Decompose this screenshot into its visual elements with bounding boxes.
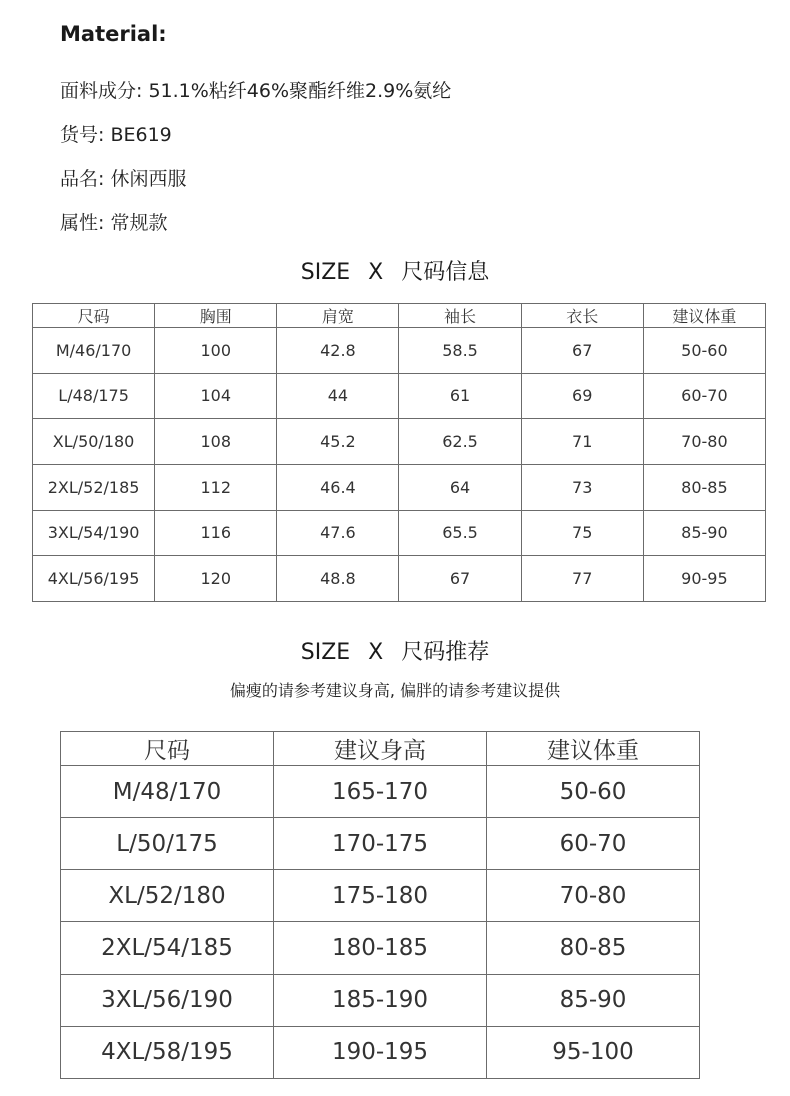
size-recommend-title-right: 尺码推荐 xyxy=(401,640,490,665)
size-recommend-title-x: X xyxy=(368,640,384,665)
table-cell: L/48/175 xyxy=(33,373,155,419)
table-row xyxy=(33,328,766,374)
size-info-header-size: 尺码 xyxy=(33,304,155,328)
size-recommend-title xyxy=(0,635,790,666)
size-info-title-x: X xyxy=(368,260,384,285)
table-cell: 77 xyxy=(521,556,643,602)
size-info-header-row xyxy=(33,304,766,328)
table-cell: 104 xyxy=(155,373,277,419)
size-info-header-length: 衣长 xyxy=(521,304,643,328)
size-info-title-left: SIZE xyxy=(300,260,351,285)
table-cell: 90-95 xyxy=(643,556,765,602)
table-cell: 85-90 xyxy=(643,510,765,556)
size-info-title-right: 尺码信息 xyxy=(401,260,490,285)
table-cell: 85-90 xyxy=(487,974,700,1026)
table-cell: 70-80 xyxy=(643,419,765,465)
size-info-header-sleeve: 袖长 xyxy=(399,304,521,328)
table-cell: 3XL/56/190 xyxy=(61,974,274,1026)
table-cell: 42.8 xyxy=(277,328,399,374)
table-cell: 175-180 xyxy=(274,870,487,922)
table-cell: M/46/170 xyxy=(33,328,155,374)
size-info-header-shoulder: 肩宽 xyxy=(277,304,399,328)
table-cell: 2XL/52/185 xyxy=(33,464,155,510)
table-cell: XL/52/180 xyxy=(61,870,274,922)
size-recommend-header-row xyxy=(61,732,700,766)
table-cell: 190-195 xyxy=(274,1026,487,1078)
table-cell: 65.5 xyxy=(399,510,521,556)
table-row xyxy=(61,974,700,1026)
product-name: 品名: 休闲西服 xyxy=(60,168,187,190)
size-recommend-table xyxy=(60,731,700,1079)
table-cell: 61 xyxy=(399,373,521,419)
table-cell: 50-60 xyxy=(643,328,765,374)
table-row xyxy=(61,870,700,922)
table-cell: 80-85 xyxy=(487,922,700,974)
table-cell: 4XL/56/195 xyxy=(33,556,155,602)
table-row xyxy=(61,818,700,870)
table-cell: 165-170 xyxy=(274,766,487,818)
table-cell: 108 xyxy=(155,419,277,465)
product-attribute: 属性: 常规款 xyxy=(60,212,168,234)
table-cell: 95-100 xyxy=(487,1026,700,1078)
table-cell: 64 xyxy=(399,464,521,510)
size-recommend-header-height: 建议身高 xyxy=(274,732,487,766)
table-cell: 58.5 xyxy=(399,328,521,374)
fabric-composition: 面料成分: 51.1%粘纤46%聚酯纤维2.9%氨纶 xyxy=(60,80,452,102)
size-info-header-chest: 胸围 xyxy=(155,304,277,328)
table-cell: L/50/175 xyxy=(61,818,274,870)
table-cell: 67 xyxy=(399,556,521,602)
table-cell: 2XL/54/185 xyxy=(61,922,274,974)
size-recommend-note: 偏瘦的请参考建议身高, 偏胖的请参考建议提供 xyxy=(229,681,561,700)
table-cell: 3XL/54/190 xyxy=(33,510,155,556)
table-row xyxy=(61,922,700,974)
table-row xyxy=(33,419,766,465)
size-info-table xyxy=(32,303,766,602)
table-cell: 185-190 xyxy=(274,974,487,1026)
table-row xyxy=(33,510,766,556)
table-cell: 75 xyxy=(521,510,643,556)
size-recommend-header-weight: 建议体重 xyxy=(487,732,700,766)
table-cell: 67 xyxy=(521,328,643,374)
table-cell: 120 xyxy=(155,556,277,602)
table-row xyxy=(33,556,766,602)
table-cell: XL/50/180 xyxy=(33,419,155,465)
table-cell: 69 xyxy=(521,373,643,419)
material-heading: Material: xyxy=(60,22,167,46)
table-cell: 44 xyxy=(277,373,399,419)
table-cell: 70-80 xyxy=(487,870,700,922)
size-recommend-title-left: SIZE xyxy=(300,640,351,665)
table-cell: 73 xyxy=(521,464,643,510)
table-row xyxy=(33,464,766,510)
table-cell: 47.6 xyxy=(277,510,399,556)
table-cell: 71 xyxy=(521,419,643,465)
table-cell: 60-70 xyxy=(643,373,765,419)
table-cell: M/48/170 xyxy=(61,766,274,818)
table-cell: 46.4 xyxy=(277,464,399,510)
table-cell: 100 xyxy=(155,328,277,374)
table-cell: 80-85 xyxy=(643,464,765,510)
table-row xyxy=(61,766,700,818)
table-cell: 170-175 xyxy=(274,818,487,870)
table-cell: 116 xyxy=(155,510,277,556)
item-number: 货号: BE619 xyxy=(60,124,172,146)
table-cell: 4XL/58/195 xyxy=(61,1026,274,1078)
table-cell: 50-60 xyxy=(487,766,700,818)
table-cell: 62.5 xyxy=(399,419,521,465)
table-cell: 180-185 xyxy=(274,922,487,974)
size-info-title xyxy=(0,255,790,286)
table-cell: 60-70 xyxy=(487,818,700,870)
table-row xyxy=(61,1026,700,1078)
table-cell: 48.8 xyxy=(277,556,399,602)
table-cell: 112 xyxy=(155,464,277,510)
size-info-header-weight: 建议体重 xyxy=(643,304,765,328)
table-row xyxy=(33,373,766,419)
table-cell: 45.2 xyxy=(277,419,399,465)
size-recommend-header-size: 尺码 xyxy=(61,732,274,766)
